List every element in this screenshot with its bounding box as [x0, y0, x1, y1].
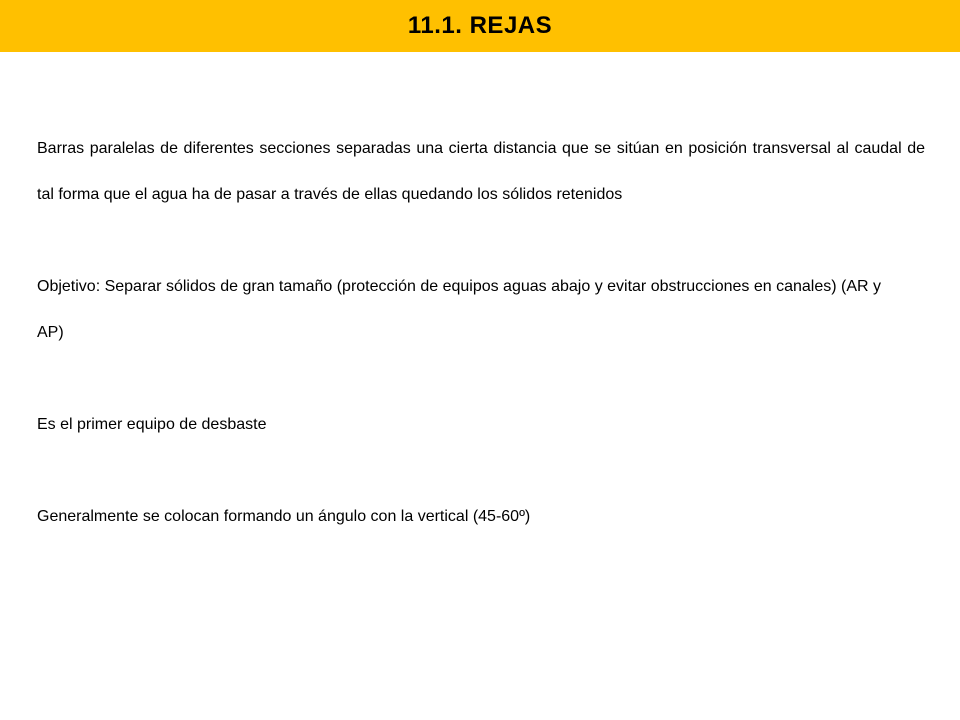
paragraph-definition: Barras paralelas de diferentes secciones separadas una cierta distancia que se sitúan en posición transversal al caudal de tal forma que el agua ha de pasar a través de ellas quedando los sólidos retenidos: [37, 140, 925, 203]
paragraph-angle: Generalmente se colocan formando un ángulo con la vertical (45-60º): [37, 508, 531, 525]
slide-title: 11.1. REJAS: [407, 12, 553, 39]
paragraph-first-equipment: Es el primer equipo de desbaste: [37, 416, 267, 433]
spacer: [37, 448, 925, 494]
slide-content: [37, 126, 925, 540]
paragraph-objective: Objetivo: Separar sólidos de gran tamaño (protección de equipos aguas abajo y evitar obstrucciones en canales) (AR y AP): [37, 278, 882, 341]
spacer: [37, 356, 925, 402]
spacer: [37, 218, 925, 264]
title-bar: [0, 0, 960, 52]
